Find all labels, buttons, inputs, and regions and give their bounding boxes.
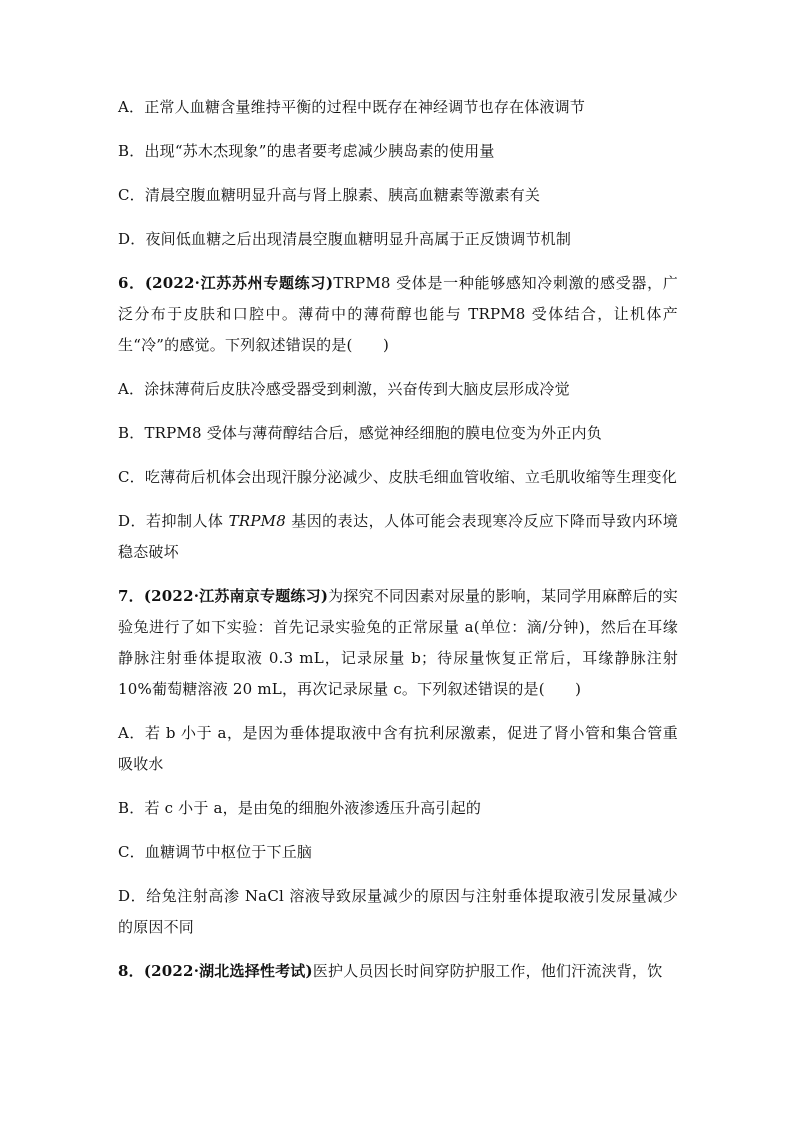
option-text: 清晨空腹血糖明显升高与肾上腺素、胰高血糖素等激素有关 xyxy=(144,186,541,204)
q7-option-c xyxy=(118,837,678,868)
question-number: 8． xyxy=(118,962,144,980)
option-text: 出现“苏木杰现象”的患者要考虑减少胰岛素的使用量 xyxy=(144,142,495,160)
option-text-after: 基因的表达，人体可能会表现寒冷反应下降而导致内环境稳态破坏 xyxy=(118,512,678,561)
option-text: 若 c 小于 a，是由兔的细胞外液渗透压升高引起的 xyxy=(144,799,482,817)
option-text: 若 b 小于 a，是因为垂体提取液中含有抗利尿激素，促进了肾小管和集合管重吸收水 xyxy=(118,724,678,773)
option-label: D． xyxy=(118,230,146,248)
option-text-before: 若抑制人体 xyxy=(146,512,229,530)
q7-option-d xyxy=(118,881,678,943)
question-number: 7． xyxy=(118,587,144,605)
question-source: (2022·湖北选择性考试) xyxy=(143,962,313,980)
option-label: C． xyxy=(118,843,145,861)
option-label: B． xyxy=(118,142,145,160)
q5-option-b xyxy=(118,136,678,167)
option-label: C． xyxy=(118,468,145,486)
option-label: A． xyxy=(118,724,145,742)
option-text: 吃薄荷后机体会出现汗腺分泌减少、皮肤毛细血管收缩、立毛肌收缩等生理变化 xyxy=(144,468,677,486)
question-stem: TRPM8 受体是一种能够感知冷刺激的感受器，广泛分布于皮肤和口腔中。薄荷中的薄荷醇也能与 TRPM8 受体结合，让机体产生“冷”的感觉。下列叙述错误的是( ) xyxy=(118,274,678,354)
q6-stem xyxy=(118,268,678,361)
option-text: 涂抹薄荷后皮肤冷感受器受到刺激，兴奋传到大脑皮层形成冷觉 xyxy=(144,380,570,398)
q6-option-c xyxy=(118,462,678,493)
option-label: B． xyxy=(118,799,145,817)
q6-option-d xyxy=(118,506,678,568)
option-label: A． xyxy=(118,98,145,116)
option-text: 正常人血糖含量维持平衡的过程中既存在神经调节也存在体液调节 xyxy=(144,98,586,116)
option-text: 给兔注射高渗 NaCl 溶液导致尿量减少的原因与注射垂体提取液引发尿量减少的原因不同 xyxy=(118,887,678,936)
option-label: D． xyxy=(118,887,147,905)
q5-option-a xyxy=(118,92,678,123)
option-label: C． xyxy=(118,186,145,204)
option-label: B． xyxy=(118,424,145,442)
gene-name: TRPM8 xyxy=(228,512,286,530)
q7-option-a xyxy=(118,718,678,780)
option-label: D． xyxy=(118,512,146,530)
question-number: 6． xyxy=(118,274,145,292)
q6-option-b xyxy=(118,418,678,449)
question-source: (2022·江苏苏州专题练习) xyxy=(144,274,334,292)
q7-option-b xyxy=(118,793,678,824)
q8-stem xyxy=(118,956,678,987)
question-source: (2022·江苏南京专题练习) xyxy=(143,587,329,605)
q5-option-c xyxy=(118,180,678,211)
option-text: 血糖调节中枢位于下丘脑 xyxy=(144,843,313,861)
option-text: TRPM8 受体与薄荷醇结合后，感觉神经细胞的膜电位变为外正内负 xyxy=(144,424,602,442)
question-stem: 为探究不同因素对尿量的影响，某同学用麻醉后的实验兔进行了如下实验：首先记录实验兔的正常尿量 a(单位：滴/分钟)，然后在耳缘静脉注射垂体提取液 0.3 mL，记录尿量 b；待尿量恢复正常后，耳缘静脉注射 10%葡萄糖溶液 20 mL，再次记录尿量 c。下列叙述错误的是( ) xyxy=(118,587,678,698)
q7-stem xyxy=(118,581,678,705)
q5-option-d xyxy=(118,224,678,255)
question-stem: 医护人员因长时间穿防护服工作，他们汗流浃背，饮 xyxy=(312,962,663,980)
option-text: 夜间低血糖之后出现清晨空腹血糖明显升高属于正反馈调节机制 xyxy=(145,230,572,248)
option-label: A． xyxy=(118,380,145,398)
q6-option-a xyxy=(118,374,678,405)
